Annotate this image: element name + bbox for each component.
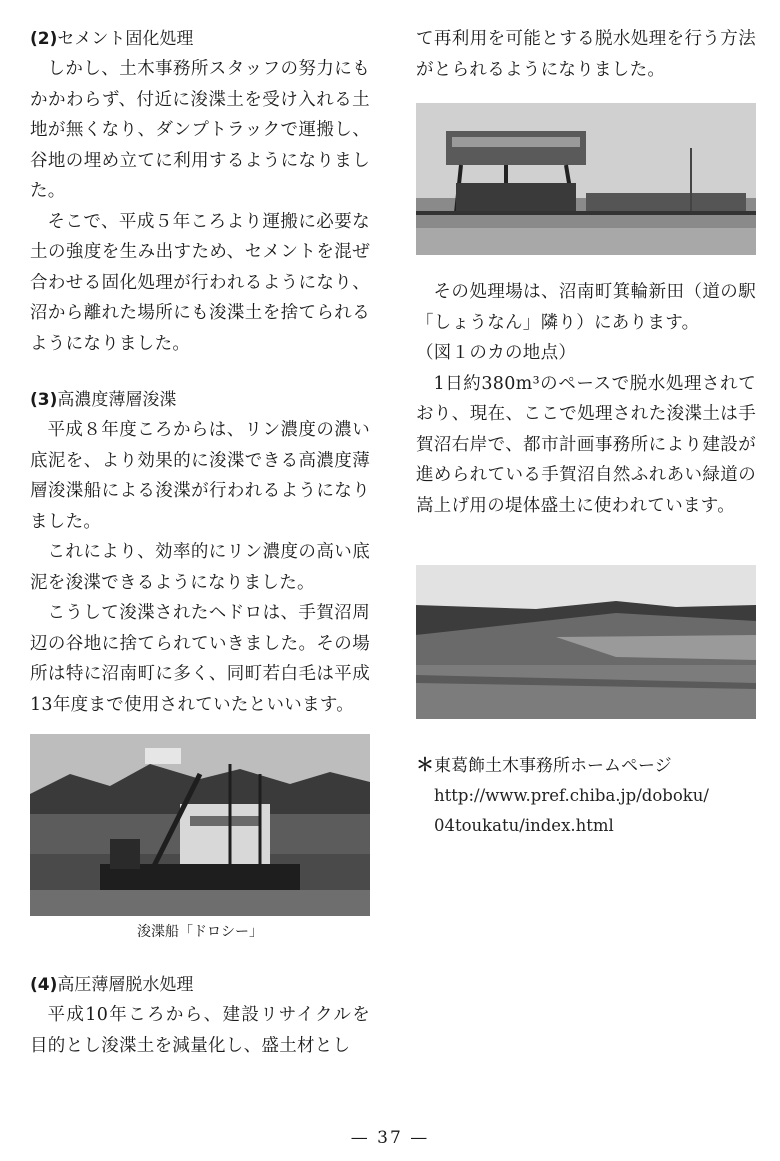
section-title: セメント固化処理 [57,29,194,49]
note-title [416,751,756,781]
paragraph: そこで、平成５年ころより運搬に必要な土の強度を生み出すため、セメントを混ぜ合わせる固化処理が行われるようになり、沼から離れた場所にも浚渫土を捨てられるようになりました。 [30,211,370,354]
section-number: (3) [30,390,58,410]
treatment-plant-photo [416,103,756,255]
homepage-link[interactable]: http://www.pref.chiba.jp/doboku/ [434,786,709,805]
paragraph: 平成10年ころから、建設リサイクルを目的とし浚渫土を減量化し、盛土材とし [30,1005,370,1056]
asterisk-icon: ＊ [416,755,434,776]
section-number: (4) [30,975,58,995]
paragraph: しかし、土木事務所スタッフの努力にもかかわらず、付近に浚渫土を受け入れる土地が無くなり、ダンプトラックで運搬し、谷地の埋め立てに利用するようになりました。 [30,59,370,201]
figure-reference: （図１のカの地点） [416,343,577,363]
page-number: — 37 — [350,1128,430,1148]
section-title: 高濃度薄層浚渫 [57,390,177,410]
left-column [30,24,370,1061]
paragraph: 平成８年度ころからは、リン濃度の濃い底泥を、より効果的に浚渫できる高濃度薄層浚渫船による浚渫が行われるようになりました。 [30,420,370,532]
right-column [416,24,756,841]
section-heading-cement [30,24,370,54]
paragraph: これにより、効率的にリン濃度の高い底泥を浚渫できるようになりました。 [30,542,370,593]
section-heading-dredging [30,385,370,415]
note-title-text: 東葛飾土木事務所ホームページ [434,756,672,776]
paragraph-continuation: て再利用を可能とする脱水処理を行う方法がとられるようになりました。 [416,29,756,80]
paragraph: こうして浚渫されたヘドロは、手賀沼周辺の谷地に捨てられていきました。その場所は特に沼南町に多く、同町若白毛は平成13年度まで使用されていたといいます。 [30,603,370,715]
paragraph: 1日約380m³のペースで脱水処理されており、現在、ここで処理された浚渫土は手賀沼右岸で、都市計画事務所により建設が進められている手賀沼自然ふれあい緑道の嵩上げ用の堤体盛土に使われています。 [416,373,756,516]
section-heading-dewatering [30,970,370,1000]
section-title: 高圧薄層脱水処理 [57,975,194,995]
homepage-link-continued[interactable]: 04toukatu/index.html [434,816,614,835]
photo-caption: 浚渫船「ドロシー」 [137,924,263,940]
paragraph: その処理場は、沼南町箕輪新田（道の駅「しょうなん」隣り）にあります。 [416,282,756,333]
dredger-photo [30,734,370,916]
embankment-photo [416,565,756,719]
section-number: (2) [30,29,58,49]
